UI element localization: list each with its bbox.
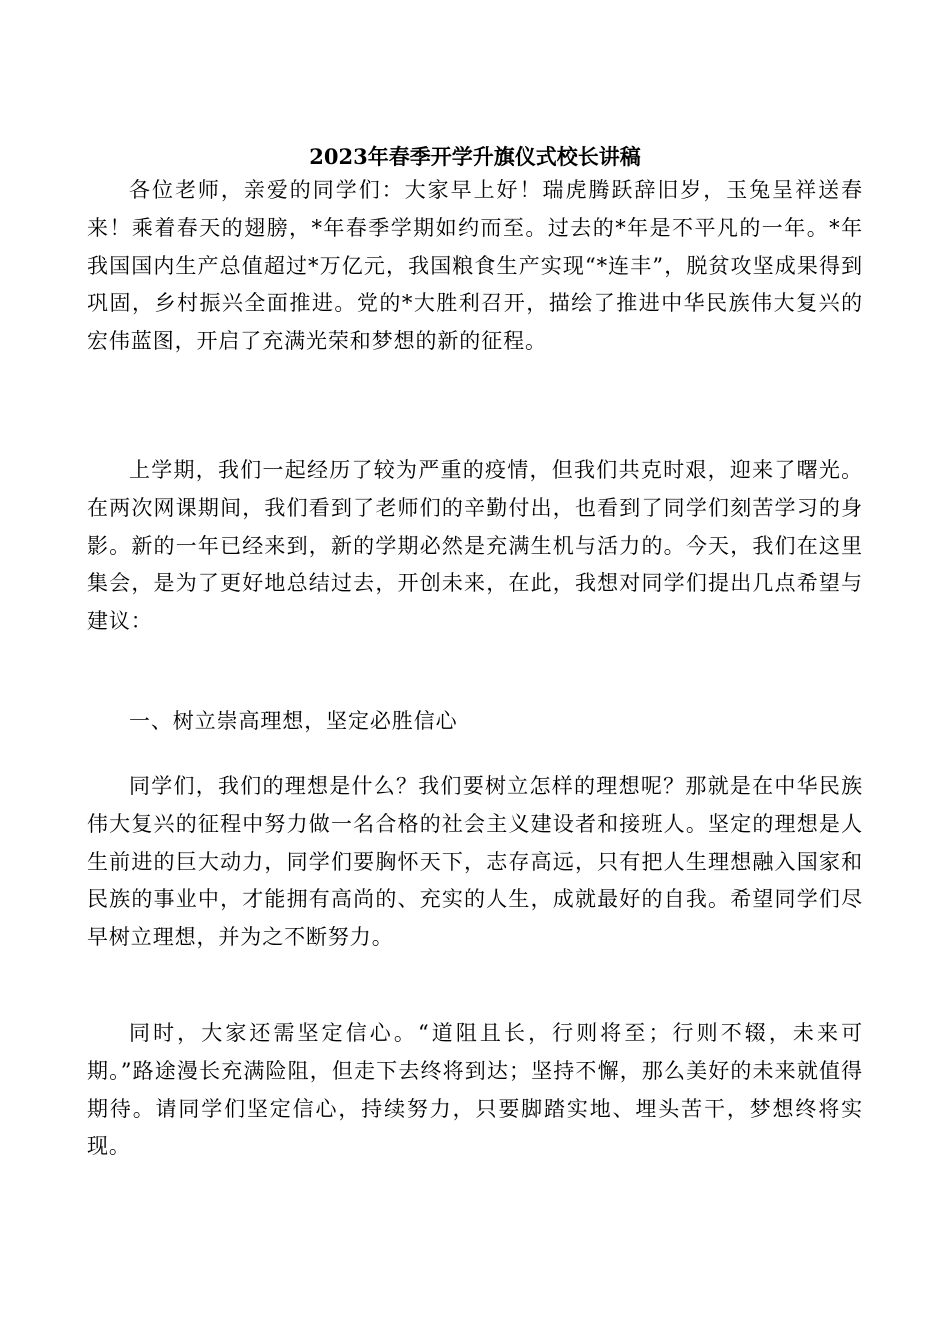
paragraph-ideals: 同学们，我们的理想是什么？我们要树立怎样的理想呢？那就是在中华民族伟大复兴的征程中努力做一名合格的社会主义建设者和接班人。坚定的理想是人生前进的巨大动力，同学们要胸怀天下，志存高远，只有把人生理想融入国家和民族的事业中，才能拥有高尚的、充实的人生，成就最好的自我。希望同学们尽早树立理想，并为之不断努力。 bbox=[87, 774, 863, 950]
paragraph-last-semester: 上学期，我们一起经历了较为严重的疫情，但我们共克时艰，迎来了曙光。在两次网课期间，我们看到了老师们的辛勤付出，也看到了同学们刻苦学习的身影。新的一年已经来到，新的学期必然是充满生机与活力的。今天，我们在这里集会，是为了更好地总结过去，开创未来，在此，我想对同学们提出几点希望与建议： bbox=[87, 458, 863, 634]
paragraph-confidence: 同时，大家还需坚定信心。“道阻且长，行则将至；行则不辍，未来可期。”路途漫长充满险阻，但走下去终将到达；坚持不懈，那么美好的未来就值得期待。请同学们坚定信心，持续努力，只要脚踏实地、埋头苦干，梦想终将实现。 bbox=[87, 1021, 863, 1159]
paragraph-greeting: 各位老师，亲爱的同学们：大家早上好！瑞虎腾跃辞旧岁，玉兔呈祥送春来！乘着春天的翅膀，*年春季学期如约而至。过去的*年是不平凡的一年。*年我国国内生产总值超过*万亿元，我国粮食生产实现“*连丰”，脱贫攻坚成果得到巩固，乡村振兴全面推进。党的*大胜利召开，描绘了推进中华民族伟大复兴的宏伟蓝图，开启了充满光荣和梦想的新的征程。 bbox=[87, 178, 863, 354]
document-title: 2023年春季开学升旗仪式校长讲稿 bbox=[309, 144, 641, 169]
section-heading-ideals: 一、树立崇高理想，坚定必胜信心 bbox=[129, 709, 458, 733]
